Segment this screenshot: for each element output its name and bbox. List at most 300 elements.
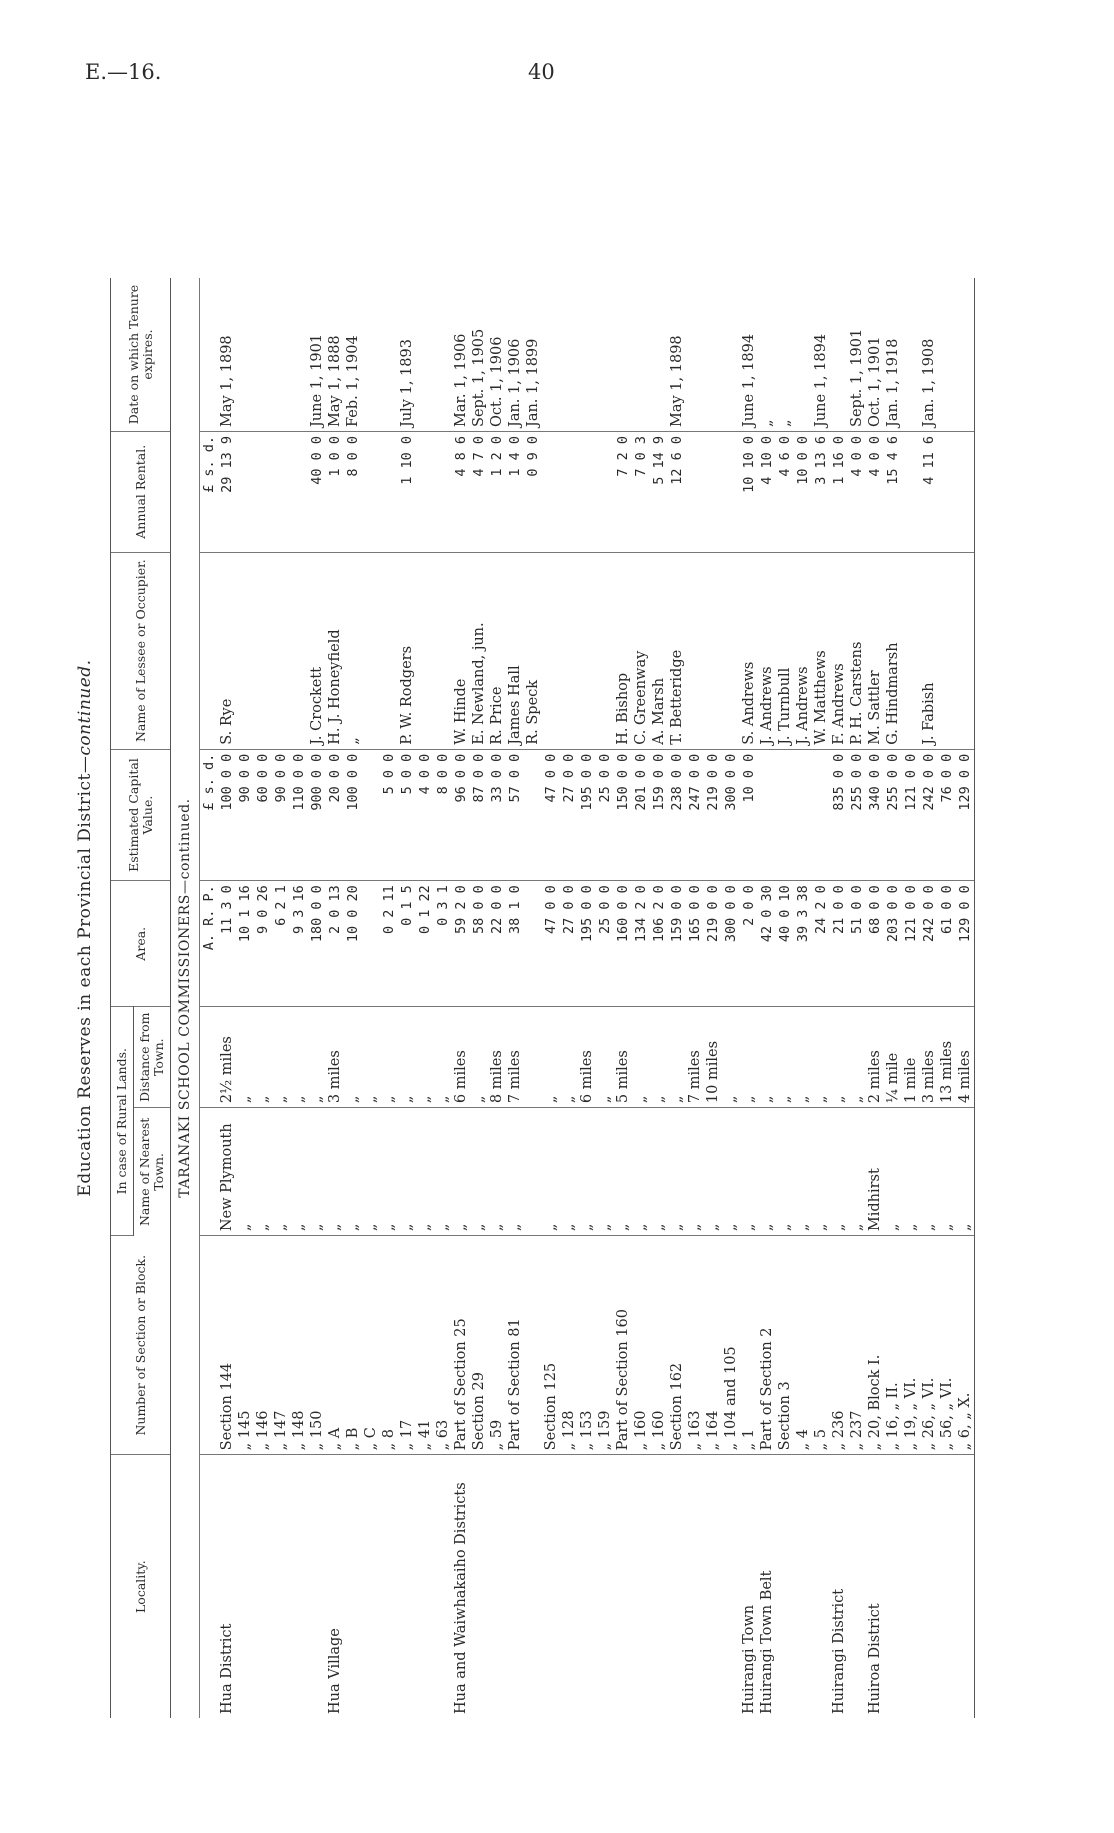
town-cell: „ bbox=[686, 1108, 704, 1236]
expires-cell bbox=[578, 278, 596, 431]
table-row bbox=[938, 278, 956, 1718]
area-cell: 11 3 0 bbox=[218, 881, 236, 1007]
value-cell: 10 0 0 bbox=[740, 749, 758, 881]
locality-cell bbox=[578, 1455, 596, 1718]
expires-cell: June 1, 1901 bbox=[308, 278, 326, 431]
area-cell: 121 0 0 bbox=[902, 881, 920, 1007]
area-cell: 58 0 0 bbox=[470, 881, 488, 1007]
town-cell: „ bbox=[596, 1108, 614, 1236]
locality-cell bbox=[884, 1455, 902, 1718]
expires-cell: June 1, 1894 bbox=[740, 278, 758, 431]
lessee-cell bbox=[542, 552, 560, 749]
table-row bbox=[506, 278, 524, 1718]
rental-cell: 8 0 0 bbox=[344, 431, 362, 552]
town-cell: „ bbox=[830, 1108, 848, 1236]
locality-cell bbox=[650, 1455, 668, 1718]
rental-cell bbox=[578, 431, 596, 552]
area-cell bbox=[524, 881, 542, 1007]
table-row bbox=[758, 278, 776, 1718]
town-cell: „ bbox=[614, 1108, 632, 1236]
distance-cell: 5 miles bbox=[614, 1007, 632, 1108]
section-cell: „ 164 bbox=[704, 1236, 722, 1455]
expires-cell bbox=[362, 278, 380, 431]
area-cell: 6 2 1 bbox=[272, 881, 290, 1007]
area-cell: 9 3 16 bbox=[290, 881, 308, 1007]
units-area: A. R. P. bbox=[200, 881, 219, 1007]
value-cell: 121 0 0 bbox=[902, 749, 920, 881]
table-row bbox=[812, 278, 830, 1718]
locality-cell bbox=[632, 1455, 650, 1718]
expires-cell bbox=[704, 278, 722, 431]
lessee-cell: R. Price bbox=[488, 552, 506, 749]
table-row bbox=[704, 278, 722, 1718]
section-cell: „ C bbox=[362, 1236, 380, 1455]
distance-cell: „ bbox=[632, 1007, 650, 1108]
town-cell: Midhirst bbox=[866, 1108, 884, 1236]
section-cell: „ 8 bbox=[380, 1236, 398, 1455]
expires-cell bbox=[614, 278, 632, 431]
value-cell: 110 0 0 bbox=[290, 749, 308, 881]
section-cell: Part of Section 2 bbox=[758, 1236, 776, 1455]
table-row bbox=[668, 278, 686, 1718]
area-cell: 61 0 0 bbox=[938, 881, 956, 1007]
expires-cell: Oct. 1, 1906 bbox=[488, 278, 506, 431]
locality-cell bbox=[380, 1455, 398, 1718]
locality-cell bbox=[362, 1455, 380, 1718]
expires-cell bbox=[380, 278, 398, 431]
area-cell: 300 0 0 bbox=[722, 881, 740, 1007]
town-cell: „ bbox=[272, 1108, 290, 1236]
rental-cell bbox=[686, 431, 704, 552]
section-cell: „ 150 bbox=[308, 1236, 326, 1455]
rental-cell: 4 0 0 bbox=[848, 431, 866, 552]
town-cell: „ bbox=[722, 1108, 740, 1236]
header-town: Name of Nearest Town. bbox=[134, 1108, 171, 1236]
area-cell: 10 1 16 bbox=[236, 881, 254, 1007]
lessee-cell: P. W. Rodgers bbox=[398, 552, 416, 749]
value-cell: 195 0 0 bbox=[578, 749, 596, 881]
area-cell: 242 0 0 bbox=[920, 881, 938, 1007]
distance-cell: „ bbox=[308, 1007, 326, 1108]
table-row bbox=[740, 278, 758, 1718]
value-cell: 60 0 0 bbox=[254, 749, 272, 881]
lessee-cell: R. Speck bbox=[524, 552, 542, 749]
area-cell: 47 0 0 bbox=[542, 881, 560, 1007]
expires-cell bbox=[560, 278, 578, 431]
distance-cell: „ bbox=[740, 1007, 758, 1108]
lessee-cell bbox=[362, 552, 380, 749]
section-cell: „ 26, „ VI. bbox=[920, 1236, 938, 1455]
lessee-cell: H. J. Honeyfield bbox=[326, 552, 344, 749]
header-area: Area. bbox=[111, 881, 171, 1007]
rental-cell: 7 0 3 bbox=[632, 431, 650, 552]
town-cell: „ bbox=[344, 1108, 362, 1236]
rental-cell: 4 8 6 bbox=[452, 431, 470, 552]
section-cell bbox=[524, 1236, 542, 1455]
rental-cell: 12 6 0 bbox=[668, 431, 686, 552]
table-row bbox=[362, 278, 380, 1718]
value-cell bbox=[776, 749, 794, 881]
locality-cell: Hua Village bbox=[327, 1628, 343, 1714]
section-cell: Section 144 bbox=[218, 1236, 236, 1455]
rental-cell bbox=[416, 431, 434, 552]
town-cell bbox=[524, 1108, 542, 1236]
value-cell: 47 0 0 bbox=[542, 749, 560, 881]
section-cell: „ 4 bbox=[794, 1236, 812, 1455]
expires-cell: Sept. 1, 1905 bbox=[470, 278, 488, 431]
area-cell: 51 0 0 bbox=[848, 881, 866, 1007]
expires-cell: Oct. 1, 1901 bbox=[866, 278, 884, 431]
table-row bbox=[488, 278, 506, 1718]
rental-cell bbox=[938, 431, 956, 552]
rental-cell bbox=[902, 431, 920, 552]
lessee-cell: W. Hinde bbox=[452, 552, 470, 749]
section-cell: „ 147 bbox=[272, 1236, 290, 1455]
lessee-cell bbox=[380, 552, 398, 749]
lessee-cell: W. Matthews bbox=[812, 552, 830, 749]
town-cell: „ bbox=[578, 1108, 596, 1236]
table-row bbox=[434, 278, 452, 1718]
expires-cell bbox=[956, 278, 975, 431]
expires-cell: Jan. 1, 1908 bbox=[920, 278, 938, 431]
header-lessee: Name of Lessee or Occupier. bbox=[111, 552, 171, 749]
rental-cell bbox=[236, 431, 254, 552]
value-cell: 5 0 0 bbox=[398, 749, 416, 881]
distance-cell: 3 miles bbox=[920, 1007, 938, 1108]
area-cell: 129 0 0 bbox=[956, 881, 975, 1007]
table-row bbox=[524, 278, 542, 1718]
town-cell: „ bbox=[704, 1108, 722, 1236]
distance-cell: 3 miles bbox=[326, 1007, 344, 1108]
rental-cell: 29 13 9 bbox=[218, 431, 236, 552]
town-cell: New Plymouth bbox=[218, 1108, 236, 1236]
area-cell: 27 0 0 bbox=[560, 881, 578, 1007]
value-cell: 8 0 0 bbox=[434, 749, 452, 881]
rental-cell: 4 7 0 bbox=[470, 431, 488, 552]
rental-cell bbox=[272, 431, 290, 552]
section-cell: Section 29 bbox=[470, 1236, 488, 1455]
distance-cell: „ bbox=[668, 1007, 686, 1108]
value-cell: 96 0 0 bbox=[452, 749, 470, 881]
value-cell: 4 0 0 bbox=[416, 749, 434, 881]
locality-cell bbox=[308, 1455, 326, 1718]
locality-cell bbox=[794, 1455, 812, 1718]
expires-cell bbox=[686, 278, 704, 431]
value-cell: 201 0 0 bbox=[632, 749, 650, 881]
value-cell: 340 0 0 bbox=[866, 749, 884, 881]
locality-cell: Hua District bbox=[219, 1623, 235, 1714]
distance-cell: 2 miles bbox=[866, 1007, 884, 1108]
rental-cell: 1 0 0 bbox=[326, 431, 344, 552]
units-rental: £ s. d. bbox=[200, 431, 219, 552]
table-row bbox=[776, 278, 794, 1718]
distance-cell: „ bbox=[722, 1007, 740, 1108]
section-cell: „ 237 bbox=[848, 1236, 866, 1455]
education-reserves-table bbox=[110, 278, 975, 1718]
lessee-cell bbox=[578, 552, 596, 749]
lessee-cell bbox=[254, 552, 272, 749]
distance-cell: „ bbox=[272, 1007, 290, 1108]
area-cell: 42 0 30 bbox=[758, 881, 776, 1007]
table-row bbox=[542, 278, 560, 1718]
lessee-cell: J. Crockett bbox=[308, 552, 326, 749]
town-cell: „ bbox=[848, 1108, 866, 1236]
distance-cell: 7 miles bbox=[686, 1007, 704, 1108]
table-row bbox=[254, 278, 272, 1718]
table-row bbox=[866, 278, 884, 1718]
area-cell: 38 1 0 bbox=[506, 881, 524, 1007]
lessee-cell: G. Hindmarsh bbox=[884, 552, 902, 749]
town-cell: „ bbox=[416, 1108, 434, 1236]
table-row bbox=[578, 278, 596, 1718]
lessee-cell: James Hall bbox=[506, 552, 524, 749]
locality-cell bbox=[416, 1455, 434, 1718]
area-cell: 0 1 5 bbox=[398, 881, 416, 1007]
rental-cell: 15 4 6 bbox=[884, 431, 902, 552]
lessee-cell bbox=[596, 552, 614, 749]
section-cell: Part of Section 25 bbox=[452, 1236, 470, 1455]
expires-cell bbox=[650, 278, 668, 431]
table-row bbox=[236, 278, 254, 1718]
town-cell: „ bbox=[254, 1108, 272, 1236]
locality-cell bbox=[398, 1455, 416, 1718]
lessee-cell: C. Greenway bbox=[632, 552, 650, 749]
lessee-cell: J. Andrews bbox=[758, 552, 776, 749]
town-cell: „ bbox=[452, 1108, 470, 1236]
lessee-cell: F. Andrews bbox=[830, 552, 848, 749]
section-cell: „ B bbox=[344, 1236, 362, 1455]
rental-cell: 10 10 0 bbox=[740, 431, 758, 552]
lessee-cell: T. Betteridge bbox=[668, 552, 686, 749]
rental-cell: 4 10 0 bbox=[758, 431, 776, 552]
section-cell: „ 59 bbox=[488, 1236, 506, 1455]
area-cell: 159 0 0 bbox=[668, 881, 686, 1007]
expires-cell bbox=[632, 278, 650, 431]
town-cell: „ bbox=[758, 1108, 776, 1236]
section-cell: „ 146 bbox=[254, 1236, 272, 1455]
value-cell: 255 0 0 bbox=[884, 749, 902, 881]
section-cell: „ A bbox=[326, 1236, 344, 1455]
area-cell: 9 0 26 bbox=[254, 881, 272, 1007]
header-locality: Locality. bbox=[111, 1455, 171, 1718]
town-cell: „ bbox=[920, 1108, 938, 1236]
expires-cell bbox=[794, 278, 812, 431]
town-cell: „ bbox=[542, 1108, 560, 1236]
section-cell: „ 128 bbox=[560, 1236, 578, 1455]
document-reference: E.—16. bbox=[85, 60, 162, 84]
rental-cell: 40 0 0 bbox=[308, 431, 326, 552]
value-cell: 90 0 0 bbox=[272, 749, 290, 881]
area-cell: 40 0 10 bbox=[776, 881, 794, 1007]
value-cell bbox=[362, 749, 380, 881]
locality-cell bbox=[848, 1455, 866, 1718]
value-cell: 159 0 0 bbox=[650, 749, 668, 881]
area-cell: 68 0 0 bbox=[866, 881, 884, 1007]
expires-cell: Jan. 1, 1899 bbox=[524, 278, 542, 431]
lessee-cell: M. Sattler bbox=[866, 552, 884, 749]
page-number: 40 bbox=[528, 60, 555, 84]
value-cell: 76 0 0 bbox=[938, 749, 956, 881]
rotated-content bbox=[70, 118, 1070, 1738]
locality-cell: Huirangi Town bbox=[741, 1604, 757, 1714]
lessee-cell bbox=[236, 552, 254, 749]
value-cell: 300 0 0 bbox=[722, 749, 740, 881]
area-cell: 25 0 0 bbox=[596, 881, 614, 1007]
area-cell: 22 0 0 bbox=[488, 881, 506, 1007]
locality-cell bbox=[560, 1455, 578, 1718]
table-row bbox=[560, 278, 578, 1718]
town-cell: „ bbox=[560, 1108, 578, 1236]
value-cell: 900 0 0 bbox=[308, 749, 326, 881]
distance-cell: „ bbox=[596, 1007, 614, 1108]
table-row bbox=[344, 278, 362, 1718]
lessee-cell bbox=[686, 552, 704, 749]
distance-cell: „ bbox=[362, 1007, 380, 1108]
expires-cell: May 1, 1888 bbox=[326, 278, 344, 431]
section-cell: Section 3 bbox=[776, 1236, 794, 1455]
expires-cell bbox=[434, 278, 452, 431]
expires-cell bbox=[254, 278, 272, 431]
expires-cell bbox=[290, 278, 308, 431]
value-cell bbox=[812, 749, 830, 881]
lessee-cell: S. Rye bbox=[218, 552, 236, 749]
table-row bbox=[416, 278, 434, 1718]
section-cell: „ 160 bbox=[650, 1236, 668, 1455]
locality-cell bbox=[488, 1455, 506, 1718]
lessee-cell: A. Marsh bbox=[650, 552, 668, 749]
distance-cell: „ bbox=[344, 1007, 362, 1108]
rental-cell bbox=[362, 431, 380, 552]
units-value: £ s. d. bbox=[200, 749, 219, 881]
expires-cell: „ bbox=[758, 278, 776, 431]
section-cell: „ 41 bbox=[416, 1236, 434, 1455]
town-cell: „ bbox=[398, 1108, 416, 1236]
section-cell: „ 63 bbox=[434, 1236, 452, 1455]
expires-cell: May 1, 1898 bbox=[668, 278, 686, 431]
distance-cell: 6 miles bbox=[452, 1007, 470, 1108]
section-cell: „ 104 and 105 bbox=[722, 1236, 740, 1455]
rental-cell: 10 0 0 bbox=[794, 431, 812, 552]
lessee-cell bbox=[272, 552, 290, 749]
distance-cell: „ bbox=[470, 1007, 488, 1108]
locality-cell bbox=[596, 1455, 614, 1718]
table-row bbox=[722, 278, 740, 1718]
lessee-cell bbox=[722, 552, 740, 749]
lessee-cell bbox=[902, 552, 920, 749]
area-cell bbox=[362, 881, 380, 1007]
area-cell: 2 0 0 bbox=[740, 881, 758, 1007]
expires-cell bbox=[416, 278, 434, 431]
section-cell: „ 20, Block I. bbox=[866, 1236, 884, 1455]
expires-cell: Jan. 1, 1918 bbox=[884, 278, 902, 431]
table-row bbox=[686, 278, 704, 1718]
town-cell: „ bbox=[776, 1108, 794, 1236]
rental-cell: 1 16 0 bbox=[830, 431, 848, 552]
rental-cell: 4 11 6 bbox=[920, 431, 938, 552]
distance-cell: 13 miles bbox=[938, 1007, 956, 1108]
table-row bbox=[632, 278, 650, 1718]
distance-cell: 1 mile bbox=[902, 1007, 920, 1108]
locality-cell bbox=[344, 1455, 362, 1718]
lessee-cell: J. Fabish bbox=[920, 552, 938, 749]
table-row bbox=[794, 278, 812, 1718]
header-section: Number of Section or Block. bbox=[111, 1236, 171, 1455]
rental-cell bbox=[380, 431, 398, 552]
locality-cell bbox=[434, 1455, 452, 1718]
table-title-continued: continued. bbox=[75, 659, 95, 756]
distance-cell: „ bbox=[650, 1007, 668, 1108]
expires-cell: „ bbox=[776, 278, 794, 431]
locality-cell: Huiroa District bbox=[867, 1603, 883, 1714]
town-cell: „ bbox=[650, 1108, 668, 1236]
rental-cell: 5 14 9 bbox=[650, 431, 668, 552]
distance-cell: „ bbox=[254, 1007, 272, 1108]
value-cell: 90 0 0 bbox=[236, 749, 254, 881]
rental-cell bbox=[956, 431, 975, 552]
lessee-cell bbox=[938, 552, 956, 749]
section-cell: „ 16, „ II. bbox=[884, 1236, 902, 1455]
rental-cell: 1 2 0 bbox=[488, 431, 506, 552]
lessee-cell: „ bbox=[344, 552, 362, 749]
expires-cell bbox=[596, 278, 614, 431]
lessee-cell bbox=[704, 552, 722, 749]
town-cell: „ bbox=[902, 1108, 920, 1236]
expires-cell: Mar. 1, 1906 bbox=[452, 278, 470, 431]
value-cell: 100 0 0 bbox=[344, 749, 362, 881]
area-cell: 39 3 38 bbox=[794, 881, 812, 1007]
distance-cell: 7 miles bbox=[506, 1007, 524, 1108]
town-cell: „ bbox=[938, 1108, 956, 1236]
area-cell: 2 0 13 bbox=[326, 881, 344, 1007]
section-cell: „ 153 bbox=[578, 1236, 596, 1455]
rental-cell: 1 10 0 bbox=[398, 431, 416, 552]
expires-cell bbox=[938, 278, 956, 431]
distance-cell: „ bbox=[776, 1007, 794, 1108]
distance-cell: 4 miles bbox=[956, 1007, 975, 1108]
value-cell: 835 0 0 bbox=[830, 749, 848, 881]
table-row bbox=[848, 278, 866, 1718]
area-cell: 0 2 11 bbox=[380, 881, 398, 1007]
lessee-cell: S. Andrews bbox=[740, 552, 758, 749]
table-row bbox=[596, 278, 614, 1718]
lessee-cell: P. H. Carstens bbox=[848, 552, 866, 749]
distance-cell: „ bbox=[830, 1007, 848, 1108]
value-cell: 238 0 0 bbox=[668, 749, 686, 881]
locality-cell bbox=[902, 1455, 920, 1718]
distance-cell: „ bbox=[398, 1007, 416, 1108]
town-cell: „ bbox=[326, 1108, 344, 1236]
rental-cell bbox=[704, 431, 722, 552]
table-row bbox=[884, 278, 902, 1718]
rental-cell bbox=[722, 431, 740, 552]
locality-cell bbox=[704, 1455, 722, 1718]
rental-cell: 1 4 0 bbox=[506, 431, 524, 552]
value-cell: 20 0 0 bbox=[326, 749, 344, 881]
town-cell: „ bbox=[668, 1108, 686, 1236]
distance-cell: „ bbox=[236, 1007, 254, 1108]
rental-cell bbox=[560, 431, 578, 552]
town-cell: „ bbox=[470, 1108, 488, 1236]
header-rural-group: In case of Rural Lands. bbox=[111, 1007, 134, 1236]
town-cell: „ bbox=[308, 1108, 326, 1236]
section-cell: „ 5 bbox=[812, 1236, 830, 1455]
table-row bbox=[308, 278, 326, 1718]
value-cell: 57 0 0 bbox=[506, 749, 524, 881]
section-cell: „ 6, „ X. bbox=[956, 1236, 975, 1455]
rental-cell: 7 2 0 bbox=[614, 431, 632, 552]
expires-cell: May 1, 1898 bbox=[218, 278, 236, 431]
area-cell: 106 2 0 bbox=[650, 881, 668, 1007]
